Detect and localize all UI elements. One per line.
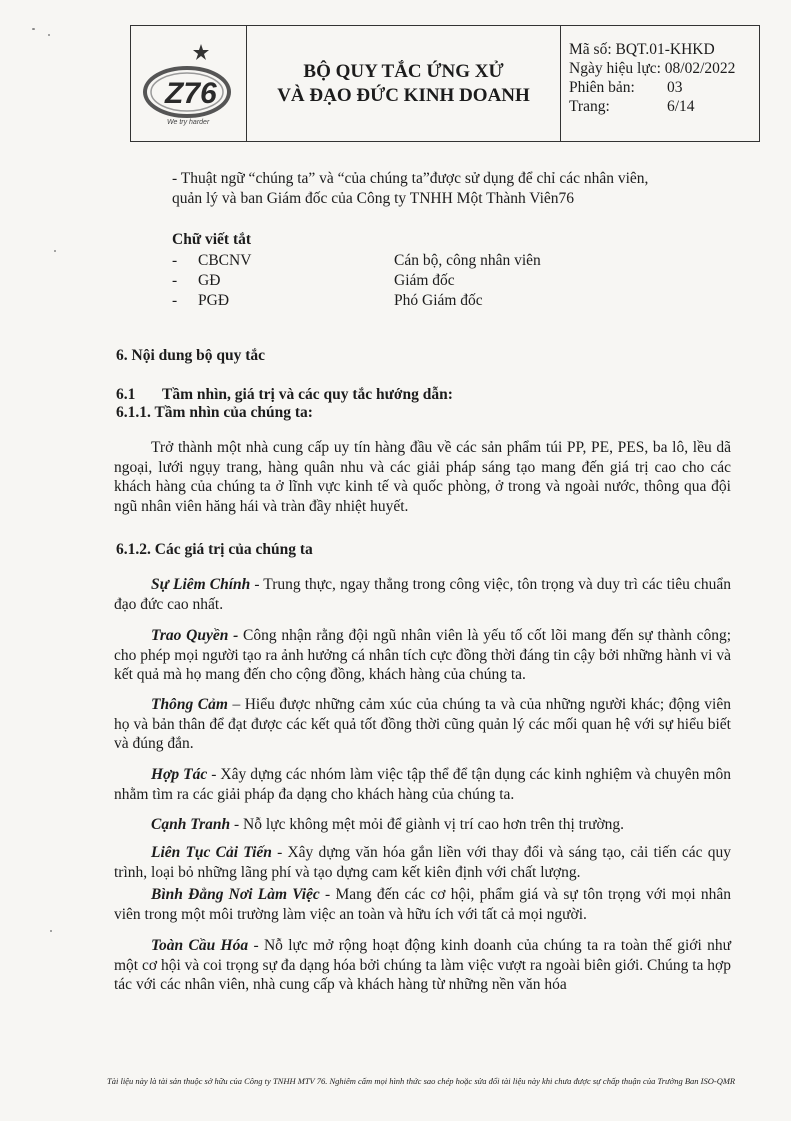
- scan-speck: [48, 34, 50, 36]
- value-text: Xây dựng các nhóm làm việc tập thể để tận dụng các kinh nghiệm và chuyên môn nhằm tìm ra các giải pháp đa dạng cho khách hàng của chúng ta.: [114, 766, 731, 803]
- value-text: Trung thực, ngay thẳng trong công việc, tôn trọng và duy trì các tiêu chuẩn đạo đức cao nhất.: [114, 576, 731, 613]
- effective-date: Ngày hiệu lực: 08/02/2022: [569, 60, 736, 77]
- value-sep: -: [250, 576, 264, 593]
- value-text: Xây dựng văn hóa gắn liền với thay đổi và sáng tạo, cải tiến các quy trình, loại bỏ những lãng phí và tạo dựng cam kết kiên định với chất lượng.: [114, 844, 731, 881]
- value-term: Thông Cảm: [151, 696, 228, 713]
- value-text: Nỗ lực mở rộng hoạt động kinh doanh của chúng ta ra toàn thế giới như một cơ hội và coi trọng sự đa dạng hóa bởi chúng ta làm việc vượt ra ngoài biên giới. Chúng ta hợp tác với các nhân viên, nhà cung cấp và khách hàng từ những nền văn hóa: [114, 937, 732, 993]
- value-sep: -: [248, 937, 264, 954]
- value-sep: –: [227, 696, 245, 713]
- abbr-code: CBCNV: [198, 252, 252, 269]
- abbr-code: PGĐ: [198, 292, 230, 309]
- page-key: Trang:: [569, 98, 610, 115]
- value-sep: -: [230, 816, 244, 833]
- document-meta: [561, 26, 759, 141]
- abbr-meaning: Phó Giám đốc: [394, 292, 483, 309]
- version-row: [569, 78, 759, 97]
- value-sep: -: [271, 844, 288, 861]
- section-6-1-title: Tầm nhìn, giá trị và các quy tắc hướng dẫn:: [162, 386, 453, 403]
- section-6-1-2-heading: 6.1.2. Các giá trị của chúng ta: [116, 541, 313, 558]
- value-text: Công nhận rằng đội ngũ nhân viên là yếu tố cốt lõi mang đến sự thành công; cho phép mọi người tạo ra ảnh hưởng cá nhân tích cực đồng thời đáng tin cậy bởi những hành vi và kết quả mà họ mang đến cho cộng đồng, khách hàng của chúng ta.: [114, 627, 732, 683]
- section-6-1-number: 6.1: [116, 386, 136, 403]
- abbr-dash: -: [172, 292, 178, 309]
- abbr-row: [172, 271, 672, 291]
- value-paragraph: [114, 765, 731, 804]
- intro-line-2: quản lý và ban Giám đốc của Công ty TNHH Một Thành Viên76: [172, 190, 575, 207]
- abbr-dash: -: [172, 272, 178, 289]
- abbr-code: GĐ: [198, 272, 221, 289]
- abbr-row: [172, 251, 672, 271]
- intro-line-1: - Thuật ngữ “chúng ta” và “của chúng ta”được sử dụng để chỉ các nhân viên,: [172, 170, 649, 187]
- value-paragraph: [114, 626, 731, 685]
- footer-notice: Tài liệu này là tài sản thuộc sở hữu của Công ty TNHH MTV 76. Nghiêm cấm mọi hình thức sao chép hoặc sửa đổi tài liệu này khi chưa được sự chấp thuận của Trưởng Ban ISO-QMR: [107, 1076, 736, 1086]
- abbr-row: [172, 291, 672, 311]
- vision-paragraph: Trở thành một nhà cung cấp uy tín hàng đầu về các sản phẩm túi PP, PE, PES, ba lô, lều dã ngoại, lưới ngụy trang, hàng quân nhu và các giải pháp sáng tạo mang đến giá trị cao cho các khách hàng của chúng ta ở lĩnh vực kinh tế và quốc phòng, ở trong và ngoài nước, thông qua đội ngũ nhân viên hăng hái và tràn đầy nhiệt huyết.: [114, 439, 731, 515]
- version-key: Phiên bản:: [569, 79, 635, 96]
- value-term: Toàn Cầu Hóa: [151, 937, 249, 954]
- value-text: Mang đến các cơ hội, phẩm giá và sự tôn trọng với mọi nhân viên trong một môi trường làm việc an toàn và hữu ích với tất cả mọi người.: [114, 886, 731, 923]
- document-header: [130, 25, 760, 142]
- value-term: Sự Liêm Chính: [151, 576, 251, 593]
- abbr-heading: Chữ viết tắt: [172, 231, 252, 248]
- logo-text: Z76: [165, 77, 217, 110]
- doc-code: Mã số: BQT.01-KHKD: [569, 41, 715, 58]
- page-row: [569, 97, 759, 116]
- page-value: 6/14: [667, 98, 695, 115]
- value-term: Liên Tục Cải Tiến: [151, 844, 272, 861]
- company-logo-icon: [137, 36, 241, 136]
- scan-speck: [50, 930, 52, 932]
- section-6-heading: 6. Nội dung bộ quy tắc: [116, 347, 266, 364]
- section-6-1-1-heading: 6.1.1. Tầm nhìn của chúng ta:: [116, 404, 313, 421]
- value-paragraph: [114, 936, 731, 995]
- document-title: [247, 26, 561, 141]
- title-line-2: VÀ ĐẠO ĐỨC KINH DOANH: [277, 84, 530, 106]
- version-value: 03: [667, 79, 683, 96]
- scan-speck: [54, 250, 56, 252]
- logo-slogan: We try harder: [167, 119, 210, 126]
- value-paragraph: [114, 843, 731, 882]
- abbr-meaning: Cán bộ, công nhân viên: [394, 252, 541, 269]
- abbr-meaning: Giám đốc: [394, 272, 455, 289]
- value-term: Cạnh Tranh: [151, 816, 231, 833]
- scan-speck: [32, 28, 35, 30]
- value-sep: -: [207, 766, 221, 783]
- value-term: Trao Quyền -: [151, 627, 239, 644]
- value-term: Hợp Tác: [151, 766, 208, 783]
- value-text: Nỗ lực không mệt mỏi để giành vị trí cao hơn trên thị trường.: [243, 816, 625, 833]
- abbr-dash: -: [172, 252, 178, 269]
- logo-cell: [131, 26, 247, 141]
- value-text: Hiểu được những cảm xúc của chúng ta và của những người khác; động viên họ và bản thân để đạt được các kết quả tốt đồng thời cũng quản lý các mối quan hệ với sự hiểu biết và đúng đắn.: [114, 696, 731, 752]
- value-paragraph: [114, 815, 731, 835]
- value-paragraph: [114, 885, 731, 924]
- value-paragraph: [114, 575, 731, 614]
- value-paragraph: [114, 695, 731, 754]
- value-sep: -: [319, 886, 336, 903]
- value-term: Bình Đẳng Nơi Làm Việc: [151, 886, 320, 903]
- title-line-1: BỘ QUY TẮC ỨNG XỬ: [303, 60, 504, 82]
